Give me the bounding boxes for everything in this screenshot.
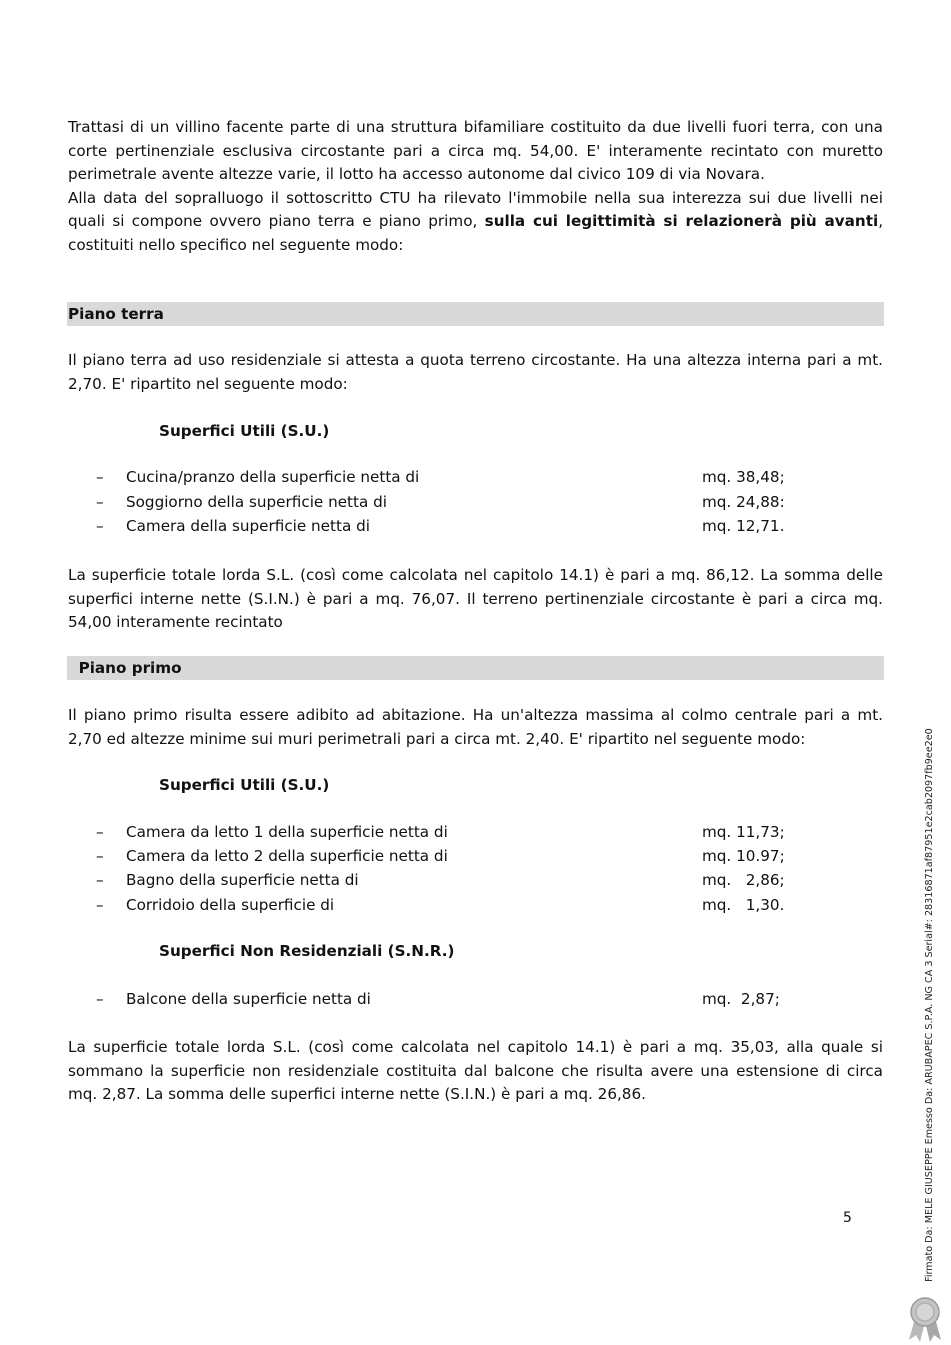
text-fragment: quali si compone ovvero piano terra e piano primo, [68,212,485,230]
list-dash: – [96,468,104,486]
text-line: Il piano primo risulta essere adibito ad abitazione. Ha un'altezza massima al colmo centrale pari a mt. [68,706,883,724]
list-item [96,896,796,918]
list-dash: – [96,493,104,511]
section-heading-piano-terra [67,302,884,326]
list-item [96,847,796,869]
text-line: Trattasi di un villino facente parte di una struttura bifamiliare costituito da due livelli fuori terra, con una [68,118,883,136]
text-line: La superficie totale lorda S.L. (così come calcolata nel capitolo 14.1) è pari a mq. 35,03, alla quale si [68,1038,883,1056]
text-line: corte pertinenziale esclusiva circostante pari a circa mq. 54,00. E' interamente recintato con muretto [68,141,883,160]
section-heading-label: Piano primo [68,659,182,677]
piano-terra-description [68,349,883,396]
text-line: 2,70 ed altezze minime sui muri perimetrali pari a circa mt. 2,40. E' ripartito nel seguente modo: [68,729,806,748]
text-line-with-emphasis [68,210,883,234]
list-item-label: Camera da letto 1 della superficie netta di [126,823,448,841]
page-number: 5 [843,1210,852,1226]
text-line: Alla data del sopralluogo il sottoscritto CTU ha rilevato l'immobile nella sua interezza sui due livelli nei [68,188,883,207]
text-line: superfici interne nette (S.I.N.) è pari a mq. 76,07. Il terreno pertinenziale circostante è pari a circa mq. [68,589,883,608]
section-heading-piano-primo [67,656,884,680]
piano-primo-summary [68,1036,883,1107]
list-dash: – [96,517,104,535]
text-line: mq. 2,87. La somma delle superfici interne nette (S.I.N.) è pari a mq. 26,86. [68,1085,646,1103]
list-item-value: mq. 10.97; [702,847,785,865]
list-item-value: mq. 24,88: [702,493,785,511]
list-item-label: Cucina/pranzo della superficie netta di [126,468,420,486]
list-item-value: mq. 12,71. [702,517,785,535]
seal-ribbon-icon [905,1296,945,1342]
text-line: 54,00 interamente recintato [68,613,283,631]
list-dash: – [96,823,104,841]
emphasis-text: sulla cui legittimità si relazionerà più avanti [484,212,879,230]
list-item [96,517,796,539]
list-item-label: Camera della superficie netta di [126,517,370,535]
list-dash: – [96,847,104,865]
list-item-value: mq. 2,87; [702,990,780,1008]
list-item-label: Bagno della superficie netta di [126,871,359,889]
list-item [96,493,796,515]
list-item-label: Balcone della superficie netta di [126,990,371,1008]
digital-signature-text: Firmato Da: MELE GIUSEPPE Emesso Da: ARUBAPEC S.P.A. NG CA 3 Serial#: 28316871af87951e2cab2097fb9ee2e0 [924,728,935,1282]
list-item [96,871,796,893]
list-item-value: mq. 11,73; [702,823,785,841]
text-line: Il piano terra ad uso residenziale si attesta a quota terreno circostante. Ha una altezza interna pari a mt. [68,351,883,369]
text-line: sommano la superficie non residenziale costituita dal balcone che risulta avere una estensione di circa [68,1061,883,1080]
list-item [96,990,796,1012]
list-item-label: Camera da letto 2 della superficie netta di [126,847,448,865]
list-item-label: Corridoio della superficie di [126,896,335,914]
list-item-value: mq. 38,48; [702,468,785,486]
list-item [96,468,796,490]
list-dash: – [96,990,104,1008]
list-item-value: mq. 1,30. [702,896,785,914]
list-item-value: mq. 2,86; [702,871,785,889]
list-item [96,823,796,845]
list-dash: – [96,871,104,889]
text-line: perimetrale avente altezze varie, il lotto ha accesso autonome dal civico 109 di via Novara. [68,165,765,183]
piano-terra-summary [68,564,883,635]
text-line: 2,70. E' ripartito nel seguente modo: [68,374,348,393]
intro-paragraph [68,116,883,257]
subheading-superfici-utili: Superfici Utili (S.U.) [159,776,330,794]
piano-primo-description [68,704,883,751]
subheading-superfici-utili: Superfici Utili (S.U.) [159,422,330,440]
text-line: La superficie totale lorda S.L. (così come calcolata nel capitolo 14.1) è pari a mq. 86,12. La somma delle [68,566,883,584]
subheading-superfici-non-residenziali: Superfici Non Residenziali (S.N.R.) [159,942,455,960]
list-item-label: Soggiorno della superficie netta di [126,493,387,511]
list-dash: – [96,896,104,914]
text-fragment: , [878,212,884,230]
section-heading-label: Piano terra [68,305,164,323]
text-line: costituiti nello specifico nel seguente modo: [68,235,404,254]
